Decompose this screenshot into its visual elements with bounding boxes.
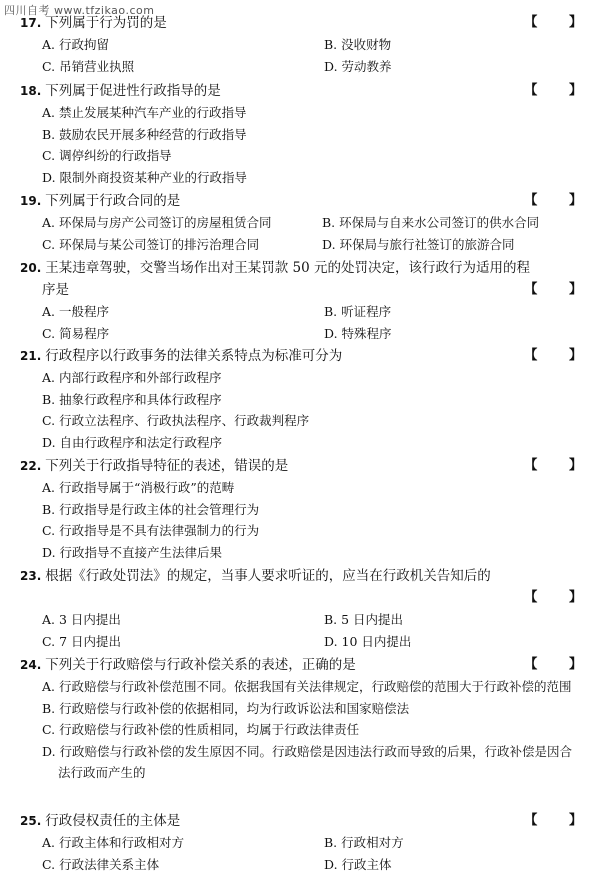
question-stem bbox=[20, 257, 590, 279]
option-b: B. 没收财物 bbox=[324, 37, 392, 52]
answer-bracket: 【 】 bbox=[524, 193, 582, 208]
option-a: A. 行政赔偿与行政补偿范围不同。依据我国有关法律规定，行政赔偿的范围大于行政补偿的范围 bbox=[42, 679, 572, 694]
answer-bracket: 【 】 bbox=[524, 657, 582, 672]
question-18 bbox=[20, 80, 590, 188]
option-d: D. 行政指导不直接产生法律后果 bbox=[42, 544, 223, 560]
option-a: A. 行政拘留 bbox=[42, 37, 109, 52]
option-b: B. 5 日内提出 bbox=[324, 612, 404, 627]
question-text: 行政程序以行政事务的法律关系特点为标准可分为 bbox=[45, 348, 343, 364]
answer-bracket: 【 】 bbox=[524, 15, 582, 30]
option-d: D. 10 日内提出 bbox=[324, 633, 412, 649]
question-22 bbox=[20, 455, 590, 563]
question-number: 23. bbox=[20, 569, 42, 583]
question-number: 21. bbox=[20, 349, 42, 363]
question-stem bbox=[20, 565, 590, 587]
question-stem bbox=[20, 345, 590, 367]
options bbox=[20, 477, 590, 563]
option-b: B. 鼓励农民开展多种经营的行政指导 bbox=[42, 126, 247, 142]
option-b: B. 行政相对方 bbox=[324, 835, 404, 850]
answer-bracket: 【 】 bbox=[524, 348, 582, 363]
question-text: 下列关于行政赔偿与行政补偿关系的表述，正确的是 bbox=[45, 657, 356, 673]
question-20 bbox=[20, 257, 590, 344]
question-number: 19. bbox=[20, 194, 42, 208]
answer-bracket: 【 】 bbox=[524, 458, 582, 473]
question-21 bbox=[20, 345, 590, 453]
options bbox=[20, 212, 590, 255]
option-a: A. 一般程序 bbox=[42, 304, 109, 319]
option-b: B. 听证程序 bbox=[324, 304, 392, 319]
question-text: 下列属于行政合同的是 bbox=[45, 193, 181, 209]
question-number: 17. bbox=[20, 16, 42, 30]
question-stem bbox=[20, 190, 590, 212]
question-number: 25. bbox=[20, 814, 42, 828]
option-a: A. 行政主体和行政相对方 bbox=[42, 835, 184, 850]
question-stem bbox=[20, 654, 590, 676]
question-17 bbox=[20, 12, 590, 77]
question-text: 下列关于行政指导特征的表述，错误的是 bbox=[45, 458, 289, 474]
question-text: 下列属于行为罚的是 bbox=[45, 15, 167, 31]
option-d: D. 环保局与旅行社签订的旅游合同 bbox=[322, 236, 515, 252]
option-a: A. 行政指导属于“消极行政”的范畴 bbox=[42, 480, 235, 495]
option-c: C. 调停纠纷的行政指导 bbox=[42, 148, 172, 163]
option-c: C. 行政指导是不具有法律强制力的行为 bbox=[42, 523, 260, 538]
option-a: A. 内部行政程序和外部行政程序 bbox=[42, 370, 222, 385]
option-c: C. 行政赔偿与行政补偿的性质相同，均属于行政法律责任 bbox=[42, 722, 360, 737]
question-stem bbox=[20, 12, 590, 34]
option-c: C. 行政立法程序、行政执法程序、行政裁判程序 bbox=[42, 413, 310, 428]
option-c: C. 7 日内提出 bbox=[42, 633, 121, 649]
question-number: 18. bbox=[20, 84, 42, 98]
question-stem bbox=[20, 80, 590, 102]
question-stem bbox=[20, 810, 590, 832]
question-stem-bracket-line bbox=[20, 587, 590, 609]
option-b: B. 行政赔偿与行政补偿的依据相同，均为行政诉讼法和国家赔偿法 bbox=[42, 700, 410, 716]
question-text: 行政侵权责任的主体是 bbox=[45, 813, 181, 829]
question-stem-continued bbox=[20, 279, 590, 301]
question-19 bbox=[20, 190, 590, 255]
answer-bracket: 【 】 bbox=[524, 590, 582, 605]
option-d: D. 劳动教养 bbox=[324, 58, 392, 74]
options bbox=[20, 609, 590, 652]
question-text-line-2: 序是 bbox=[42, 282, 69, 298]
question-number: 24. bbox=[20, 658, 42, 672]
question-text: 下列属于促进性行政指导的是 bbox=[45, 83, 221, 99]
watermark-text: 四川自考 www.tfzikao.com bbox=[4, 4, 155, 17]
question-number: 22. bbox=[20, 459, 42, 473]
option-d: D. 行政赔偿与行政补偿的发生原因不同。行政赔偿是因违法行政而导致的后果，行政补偿是因合法行政而产生的 bbox=[42, 743, 573, 780]
option-c: C. 环保局与某公司签订的排污治理合同 bbox=[42, 236, 260, 252]
option-a: A. 3 日内提出 bbox=[42, 612, 121, 627]
options bbox=[20, 367, 590, 453]
option-b: B. 环保局与自来水公司签订的供水合同 bbox=[322, 215, 540, 230]
option-a: A. 环保局与房产公司签订的房屋租赁合同 bbox=[42, 215, 272, 230]
question-text-line-1: 王某违章驾驶，交警当场作出对王某罚款 50 元的处罚决定，该行政行为适用的程 bbox=[45, 260, 531, 276]
option-b: B. 抽象行政程序和具体行政程序 bbox=[42, 391, 222, 407]
option-d: D. 特殊程序 bbox=[324, 325, 392, 341]
option-c: C. 行政法律关系主体 bbox=[42, 856, 160, 872]
options bbox=[20, 676, 590, 784]
option-c: C. 吊销营业执照 bbox=[42, 58, 135, 74]
options bbox=[20, 832, 590, 875]
question-25 bbox=[20, 810, 590, 875]
option-d: D. 行政主体 bbox=[324, 856, 392, 872]
question-number: 20. bbox=[20, 261, 42, 275]
options bbox=[20, 301, 590, 344]
option-c: C. 简易程序 bbox=[42, 325, 110, 341]
question-text: 根据《行政处罚法》的规定，当事人要求听证的，应当在行政机关告知后的 bbox=[45, 568, 491, 584]
question-stem bbox=[20, 455, 590, 477]
question-24 bbox=[20, 654, 590, 784]
option-a: A. 禁止发展某种汽车产业的行政指导 bbox=[42, 105, 247, 120]
answer-bracket: 【 】 bbox=[524, 83, 582, 98]
option-d: D. 限制外商投资某种产业的行政指导 bbox=[42, 169, 248, 185]
option-d: D. 自由行政程序和法定行政程序 bbox=[42, 434, 223, 450]
option-b: B. 行政指导是行政主体的社会管理行为 bbox=[42, 501, 260, 517]
options bbox=[20, 102, 590, 188]
answer-bracket: 【 】 bbox=[524, 282, 582, 297]
options bbox=[20, 34, 590, 77]
question-23 bbox=[20, 565, 590, 652]
answer-bracket: 【 】 bbox=[524, 813, 582, 828]
